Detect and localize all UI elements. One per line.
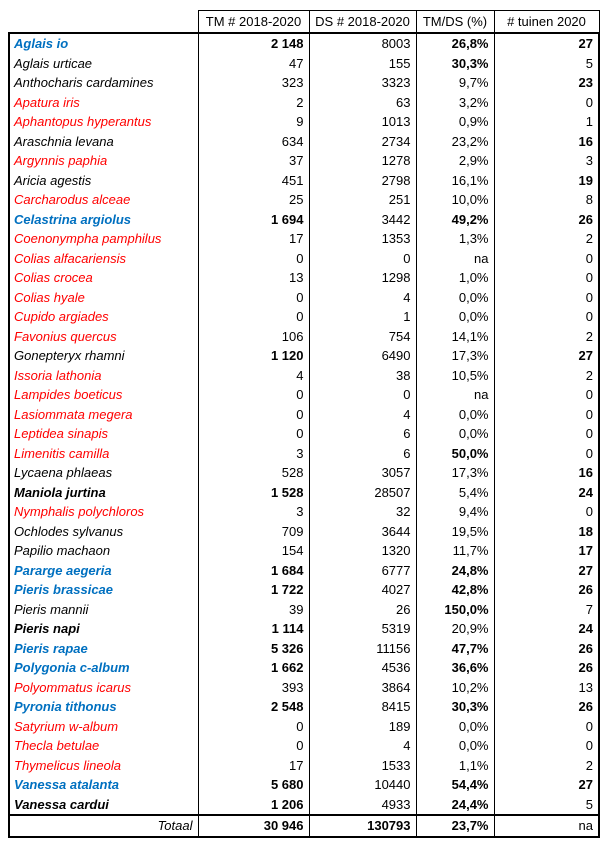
species-name-cell: Argynnis paphia	[9, 151, 198, 171]
ratio-cell: 24,4%	[416, 795, 494, 816]
tuinen-count-cell: 8	[494, 190, 599, 210]
total-ds-cell: 130793	[309, 815, 416, 837]
ratio-cell: 24,8%	[416, 561, 494, 581]
species-name-cell: Limenitis camilla	[9, 444, 198, 464]
ratio-cell: 42,8%	[416, 580, 494, 600]
tuinen-count-cell: 26	[494, 697, 599, 717]
table-row	[9, 229, 599, 249]
tm-count-cell: 25	[198, 190, 309, 210]
species-name-cell: Araschnia levana	[9, 132, 198, 152]
total-row	[9, 815, 599, 837]
species-name-cell: Thymelicus lineola	[9, 756, 198, 776]
ds-count-cell: 1320	[309, 541, 416, 561]
species-name-cell: Thecla betulae	[9, 736, 198, 756]
tuinen-count-cell: 2	[494, 366, 599, 386]
table-row	[9, 268, 599, 288]
tm-count-cell: 13	[198, 268, 309, 288]
species-name-cell: Nymphalis polychloros	[9, 502, 198, 522]
table-row	[9, 541, 599, 561]
header-row	[9, 11, 599, 34]
species-name-cell: Pyronia tithonus	[9, 697, 198, 717]
species-name-cell: Carcharodus alceae	[9, 190, 198, 210]
table-row	[9, 93, 599, 113]
tm-count-cell: 634	[198, 132, 309, 152]
ds-count-cell: 6	[309, 424, 416, 444]
ds-count-cell: 4	[309, 405, 416, 425]
ds-count-cell: 6490	[309, 346, 416, 366]
ratio-cell: 0,0%	[416, 307, 494, 327]
tuinen-count-cell: 26	[494, 580, 599, 600]
species-name-cell: Colias hyale	[9, 288, 198, 308]
table-row	[9, 132, 599, 152]
ratio-cell: 150,0%	[416, 600, 494, 620]
tm-count-cell: 4	[198, 366, 309, 386]
ds-count-cell: 754	[309, 327, 416, 347]
ds-count-cell: 189	[309, 717, 416, 737]
tuinen-count-cell: 27	[494, 561, 599, 581]
species-name-cell: Vanessa cardui	[9, 795, 198, 816]
table-row	[9, 385, 599, 405]
total-label-cell: Totaal	[9, 815, 198, 837]
species-name-cell: Issoria lathonia	[9, 366, 198, 386]
ds-count-cell: 3442	[309, 210, 416, 230]
tm-count-cell: 2	[198, 93, 309, 113]
ratio-cell: 9,4%	[416, 502, 494, 522]
table-row	[9, 307, 599, 327]
tuinen-count-cell: 0	[494, 502, 599, 522]
tm-count-cell: 39	[198, 600, 309, 620]
tm-count-cell: 393	[198, 678, 309, 698]
tm-count-cell: 528	[198, 463, 309, 483]
table-row	[9, 678, 599, 698]
tuinen-count-cell: 17	[494, 541, 599, 561]
table-row	[9, 483, 599, 503]
tuinen-count-cell: 5	[494, 54, 599, 74]
tm-count-cell: 2 148	[198, 33, 309, 54]
column-header-tm: TM # 2018-2020	[198, 11, 309, 34]
table-row	[9, 619, 599, 639]
tm-count-cell: 1 528	[198, 483, 309, 503]
species-name-cell: Cupido argiades	[9, 307, 198, 327]
tm-count-cell: 709	[198, 522, 309, 542]
ds-count-cell: 4536	[309, 658, 416, 678]
tm-count-cell: 17	[198, 756, 309, 776]
tm-count-cell: 1 722	[198, 580, 309, 600]
tm-count-cell: 106	[198, 327, 309, 347]
tuinen-count-cell: 16	[494, 132, 599, 152]
ratio-cell: 19,5%	[416, 522, 494, 542]
table-row	[9, 210, 599, 230]
ratio-cell: 30,3%	[416, 54, 494, 74]
table-row	[9, 717, 599, 737]
tm-count-cell: 1 684	[198, 561, 309, 581]
tm-count-cell: 3	[198, 502, 309, 522]
ratio-cell: 17,3%	[416, 346, 494, 366]
tm-count-cell: 17	[198, 229, 309, 249]
ds-count-cell: 8003	[309, 33, 416, 54]
ds-count-cell: 28507	[309, 483, 416, 503]
ds-count-cell: 1278	[309, 151, 416, 171]
ratio-cell: 17,3%	[416, 463, 494, 483]
ds-count-cell: 5319	[309, 619, 416, 639]
tuinen-count-cell: 18	[494, 522, 599, 542]
table-header	[9, 11, 599, 34]
species-name-cell: Lasiommata megera	[9, 405, 198, 425]
species-name-cell: Coenonympha pamphilus	[9, 229, 198, 249]
tm-count-cell: 323	[198, 73, 309, 93]
table-row	[9, 600, 599, 620]
table-footer	[9, 815, 599, 837]
species-name-cell: Satyrium w-album	[9, 717, 198, 737]
tuinen-count-cell: 27	[494, 775, 599, 795]
table-row	[9, 639, 599, 659]
ds-count-cell: 6777	[309, 561, 416, 581]
ds-count-cell: 8415	[309, 697, 416, 717]
ds-count-cell: 11156	[309, 639, 416, 659]
species-name-cell: Pieris brassicae	[9, 580, 198, 600]
table-row	[9, 561, 599, 581]
species-name-cell: Apatura iris	[9, 93, 198, 113]
table-row	[9, 366, 599, 386]
table-row	[9, 151, 599, 171]
tuinen-count-cell: 0	[494, 307, 599, 327]
ratio-cell: 49,2%	[416, 210, 494, 230]
tm-count-cell: 1 114	[198, 619, 309, 639]
total-tm-cell: 30 946	[198, 815, 309, 837]
species-name-cell: Pieris rapae	[9, 639, 198, 659]
species-name-cell: Aglais io	[9, 33, 198, 54]
tuinen-count-cell: 24	[494, 483, 599, 503]
tm-count-cell: 5 680	[198, 775, 309, 795]
ratio-cell: 1,3%	[416, 229, 494, 249]
tm-count-cell: 9	[198, 112, 309, 132]
ratio-cell: 10,0%	[416, 190, 494, 210]
ratio-cell: 5,4%	[416, 483, 494, 503]
total-tuinen-cell: na	[494, 815, 599, 837]
table-row	[9, 190, 599, 210]
tuinen-count-cell: 1	[494, 112, 599, 132]
tuinen-count-cell: 27	[494, 346, 599, 366]
ratio-cell: 1,0%	[416, 268, 494, 288]
species-name-cell: Pieris mannii	[9, 600, 198, 620]
tm-count-cell: 0	[198, 736, 309, 756]
ratio-cell: 1,1%	[416, 756, 494, 776]
tuinen-count-cell: 0	[494, 405, 599, 425]
column-header-ds: DS # 2018-2020	[309, 11, 416, 34]
ratio-cell: 50,0%	[416, 444, 494, 464]
species-name-cell: Polygonia c-album	[9, 658, 198, 678]
ratio-cell: 30,3%	[416, 697, 494, 717]
ds-count-cell: 4027	[309, 580, 416, 600]
ds-count-cell: 1298	[309, 268, 416, 288]
species-name-cell: Colias crocea	[9, 268, 198, 288]
tm-count-cell: 3	[198, 444, 309, 464]
ratio-cell: 3,2%	[416, 93, 494, 113]
tuinen-count-cell: 0	[494, 444, 599, 464]
ratio-cell: 0,0%	[416, 405, 494, 425]
ds-count-cell: 2798	[309, 171, 416, 191]
species-name-cell: Colias alfacariensis	[9, 249, 198, 269]
table-row	[9, 288, 599, 308]
tm-count-cell: 47	[198, 54, 309, 74]
corner-cell	[9, 11, 198, 34]
tuinen-count-cell: 0	[494, 736, 599, 756]
species-name-cell: Favonius quercus	[9, 327, 198, 347]
ds-count-cell: 3864	[309, 678, 416, 698]
species-name-cell: Maniola jurtina	[9, 483, 198, 503]
species-name-cell: Vanessa atalanta	[9, 775, 198, 795]
species-name-cell: Leptidea sinapis	[9, 424, 198, 444]
table-row	[9, 424, 599, 444]
ratio-cell: na	[416, 385, 494, 405]
ratio-cell: 2,9%	[416, 151, 494, 171]
table-row	[9, 658, 599, 678]
ratio-cell: na	[416, 249, 494, 269]
table-row	[9, 405, 599, 425]
tm-count-cell: 1 120	[198, 346, 309, 366]
table-row	[9, 112, 599, 132]
species-name-cell: Papilio machaon	[9, 541, 198, 561]
tuinen-count-cell: 0	[494, 385, 599, 405]
species-name-cell: Celastrina argiolus	[9, 210, 198, 230]
tm-count-cell: 37	[198, 151, 309, 171]
ds-count-cell: 4	[309, 736, 416, 756]
ratio-cell: 20,9%	[416, 619, 494, 639]
tm-count-cell: 5 326	[198, 639, 309, 659]
tuinen-count-cell: 7	[494, 600, 599, 620]
tm-count-cell: 0	[198, 249, 309, 269]
table-body	[9, 33, 599, 815]
table-row	[9, 580, 599, 600]
ds-count-cell: 38	[309, 366, 416, 386]
tuinen-count-cell: 13	[494, 678, 599, 698]
ratio-cell: 16,1%	[416, 171, 494, 191]
ds-count-cell: 4	[309, 288, 416, 308]
ds-count-cell: 32	[309, 502, 416, 522]
tuinen-count-cell: 0	[494, 93, 599, 113]
ratio-cell: 0,0%	[416, 717, 494, 737]
tuinen-count-cell: 0	[494, 249, 599, 269]
ds-count-cell: 63	[309, 93, 416, 113]
species-name-cell: Aricia agestis	[9, 171, 198, 191]
table-row	[9, 444, 599, 464]
tuinen-count-cell: 19	[494, 171, 599, 191]
ratio-cell: 0,0%	[416, 288, 494, 308]
ds-count-cell: 4933	[309, 795, 416, 816]
tm-count-cell: 0	[198, 307, 309, 327]
species-name-cell: Polyommatus icarus	[9, 678, 198, 698]
ratio-cell: 26,8%	[416, 33, 494, 54]
tuinen-count-cell: 26	[494, 210, 599, 230]
table-row	[9, 463, 599, 483]
tuinen-count-cell: 0	[494, 268, 599, 288]
ratio-cell: 47,7%	[416, 639, 494, 659]
table-row	[9, 171, 599, 191]
ratio-cell: 0,9%	[416, 112, 494, 132]
tm-count-cell: 0	[198, 405, 309, 425]
total-ratio-cell: 23,7%	[416, 815, 494, 837]
table-row	[9, 249, 599, 269]
table-row	[9, 756, 599, 776]
tuinen-count-cell: 0	[494, 424, 599, 444]
column-header-tuinen: # tuinen 2020	[494, 11, 599, 34]
ds-count-cell: 1	[309, 307, 416, 327]
table-row	[9, 775, 599, 795]
tm-count-cell: 154	[198, 541, 309, 561]
ratio-cell: 9,7%	[416, 73, 494, 93]
tuinen-count-cell: 2	[494, 756, 599, 776]
ds-count-cell: 3323	[309, 73, 416, 93]
ratio-cell: 10,5%	[416, 366, 494, 386]
species-name-cell: Gonepteryx rhamni	[9, 346, 198, 366]
ratio-cell: 36,6%	[416, 658, 494, 678]
tuinen-count-cell: 26	[494, 658, 599, 678]
ds-count-cell: 6	[309, 444, 416, 464]
ds-count-cell: 10440	[309, 775, 416, 795]
table-row	[9, 73, 599, 93]
tuinen-count-cell: 0	[494, 288, 599, 308]
table-row	[9, 697, 599, 717]
table-row	[9, 522, 599, 542]
table-row	[9, 33, 599, 54]
tuinen-count-cell: 0	[494, 717, 599, 737]
tm-count-cell: 1 662	[198, 658, 309, 678]
table-row	[9, 795, 599, 816]
ds-count-cell: 1013	[309, 112, 416, 132]
species-count-table	[8, 10, 600, 838]
ds-count-cell: 0	[309, 249, 416, 269]
ds-count-cell: 2734	[309, 132, 416, 152]
table-row	[9, 327, 599, 347]
species-name-cell: Ochlodes sylvanus	[9, 522, 198, 542]
ds-count-cell: 155	[309, 54, 416, 74]
tuinen-count-cell: 24	[494, 619, 599, 639]
ratio-cell: 14,1%	[416, 327, 494, 347]
ds-count-cell: 1353	[309, 229, 416, 249]
tuinen-count-cell: 26	[494, 639, 599, 659]
table-row	[9, 54, 599, 74]
ratio-cell: 54,4%	[416, 775, 494, 795]
tm-count-cell: 0	[198, 385, 309, 405]
table-row	[9, 502, 599, 522]
tuinen-count-cell: 2	[494, 229, 599, 249]
ratio-cell: 0,0%	[416, 736, 494, 756]
tm-count-cell: 1 206	[198, 795, 309, 816]
ratio-cell: 0,0%	[416, 424, 494, 444]
table-row	[9, 736, 599, 756]
species-name-cell: Pararge aegeria	[9, 561, 198, 581]
table-row	[9, 346, 599, 366]
ratio-cell: 10,2%	[416, 678, 494, 698]
tm-count-cell: 0	[198, 288, 309, 308]
tm-count-cell: 0	[198, 717, 309, 737]
ds-count-cell: 3057	[309, 463, 416, 483]
tuinen-count-cell: 2	[494, 327, 599, 347]
species-name-cell: Aphantopus hyperantus	[9, 112, 198, 132]
ds-count-cell: 0	[309, 385, 416, 405]
column-header-ratio: TM/DS (%)	[416, 11, 494, 34]
tm-count-cell: 451	[198, 171, 309, 191]
species-name-cell: Lampides boeticus	[9, 385, 198, 405]
tuinen-count-cell: 5	[494, 795, 599, 816]
ds-count-cell: 26	[309, 600, 416, 620]
ds-count-cell: 251	[309, 190, 416, 210]
species-name-cell: Lycaena phlaeas	[9, 463, 198, 483]
ratio-cell: 11,7%	[416, 541, 494, 561]
species-name-cell: Aglais urticae	[9, 54, 198, 74]
ds-count-cell: 1533	[309, 756, 416, 776]
tuinen-count-cell: 3	[494, 151, 599, 171]
tm-count-cell: 0	[198, 424, 309, 444]
tm-count-cell: 1 694	[198, 210, 309, 230]
tuinen-count-cell: 23	[494, 73, 599, 93]
ratio-cell: 23,2%	[416, 132, 494, 152]
tm-count-cell: 2 548	[198, 697, 309, 717]
ds-count-cell: 3644	[309, 522, 416, 542]
species-name-cell: Pieris napi	[9, 619, 198, 639]
tuinen-count-cell: 16	[494, 463, 599, 483]
species-name-cell: Anthocharis cardamines	[9, 73, 198, 93]
tuinen-count-cell: 27	[494, 33, 599, 54]
